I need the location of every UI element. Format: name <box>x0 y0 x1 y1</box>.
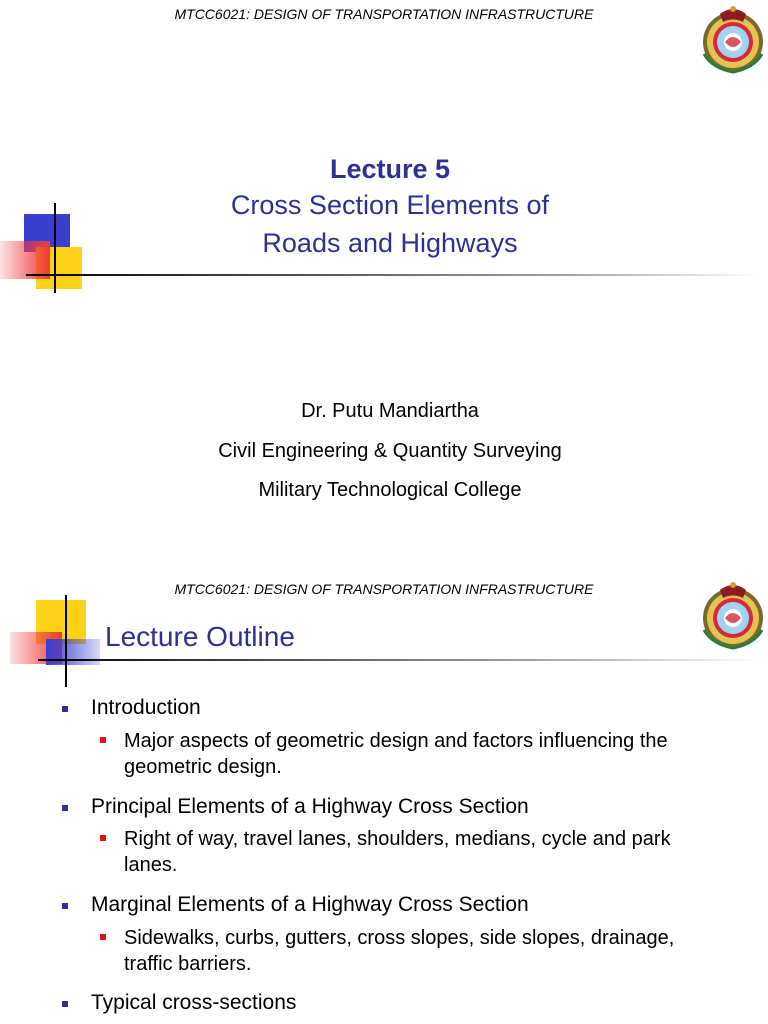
outline-slide <box>0 570 768 1024</box>
bullet-square-icon <box>62 706 68 712</box>
bullet-square-icon <box>62 1001 68 1007</box>
lecture-number: Lecture 5 <box>329 154 451 184</box>
outline-bullet-text: Marginal Elements of a Highway Cross Section <box>91 893 529 916</box>
outline-subbullet <box>100 826 720 878</box>
bullet-square-icon <box>100 934 106 940</box>
outline-subbullet-text: Right of way, travel lanes, shoulders, medians, cycle and park lanes. <box>124 828 671 876</box>
outline-subbullet-text: Sidewalks, curbs, gutters, cross slopes, side slopes, drainage, traffic barriers. <box>124 927 675 975</box>
department: Civil Engineering & Quantity Surveying <box>218 440 562 462</box>
outline-subbullet <box>100 925 720 977</box>
bullet-square-icon <box>100 835 106 841</box>
bullet-square-icon <box>62 903 68 909</box>
course-header: MTCC6021: DESIGN OF TRANSPORTATION INFRASTRUCTURE <box>174 6 594 22</box>
bullet-square-icon <box>100 737 106 743</box>
outline-bullet-text: Typical cross-sections <box>91 991 297 1014</box>
institution: Military Technological College <box>258 479 522 501</box>
course-header: MTCC6021: DESIGN OF TRANSPORTATION INFRASTRUCTURE <box>174 581 594 597</box>
crest-emblem-icon <box>698 2 768 74</box>
lecture-subtitle-line2: Roads and Highways <box>262 228 518 258</box>
lecture-subtitle-line1: Cross Section Elements of <box>230 190 550 220</box>
outline-subbullet-text: Major aspects of geometric design and factors influencing the geometric design. <box>124 730 668 778</box>
slide-title: Lecture Outline <box>105 621 295 652</box>
bullet-square-icon <box>62 805 68 811</box>
outline-subbullet <box>100 728 720 780</box>
outline-bullet-text: Principal Elements of a Highway Cross Section <box>91 795 529 818</box>
outline-bullet-text: Introduction <box>91 696 201 719</box>
author-name: Dr. Putu Mandiartha <box>301 400 479 422</box>
